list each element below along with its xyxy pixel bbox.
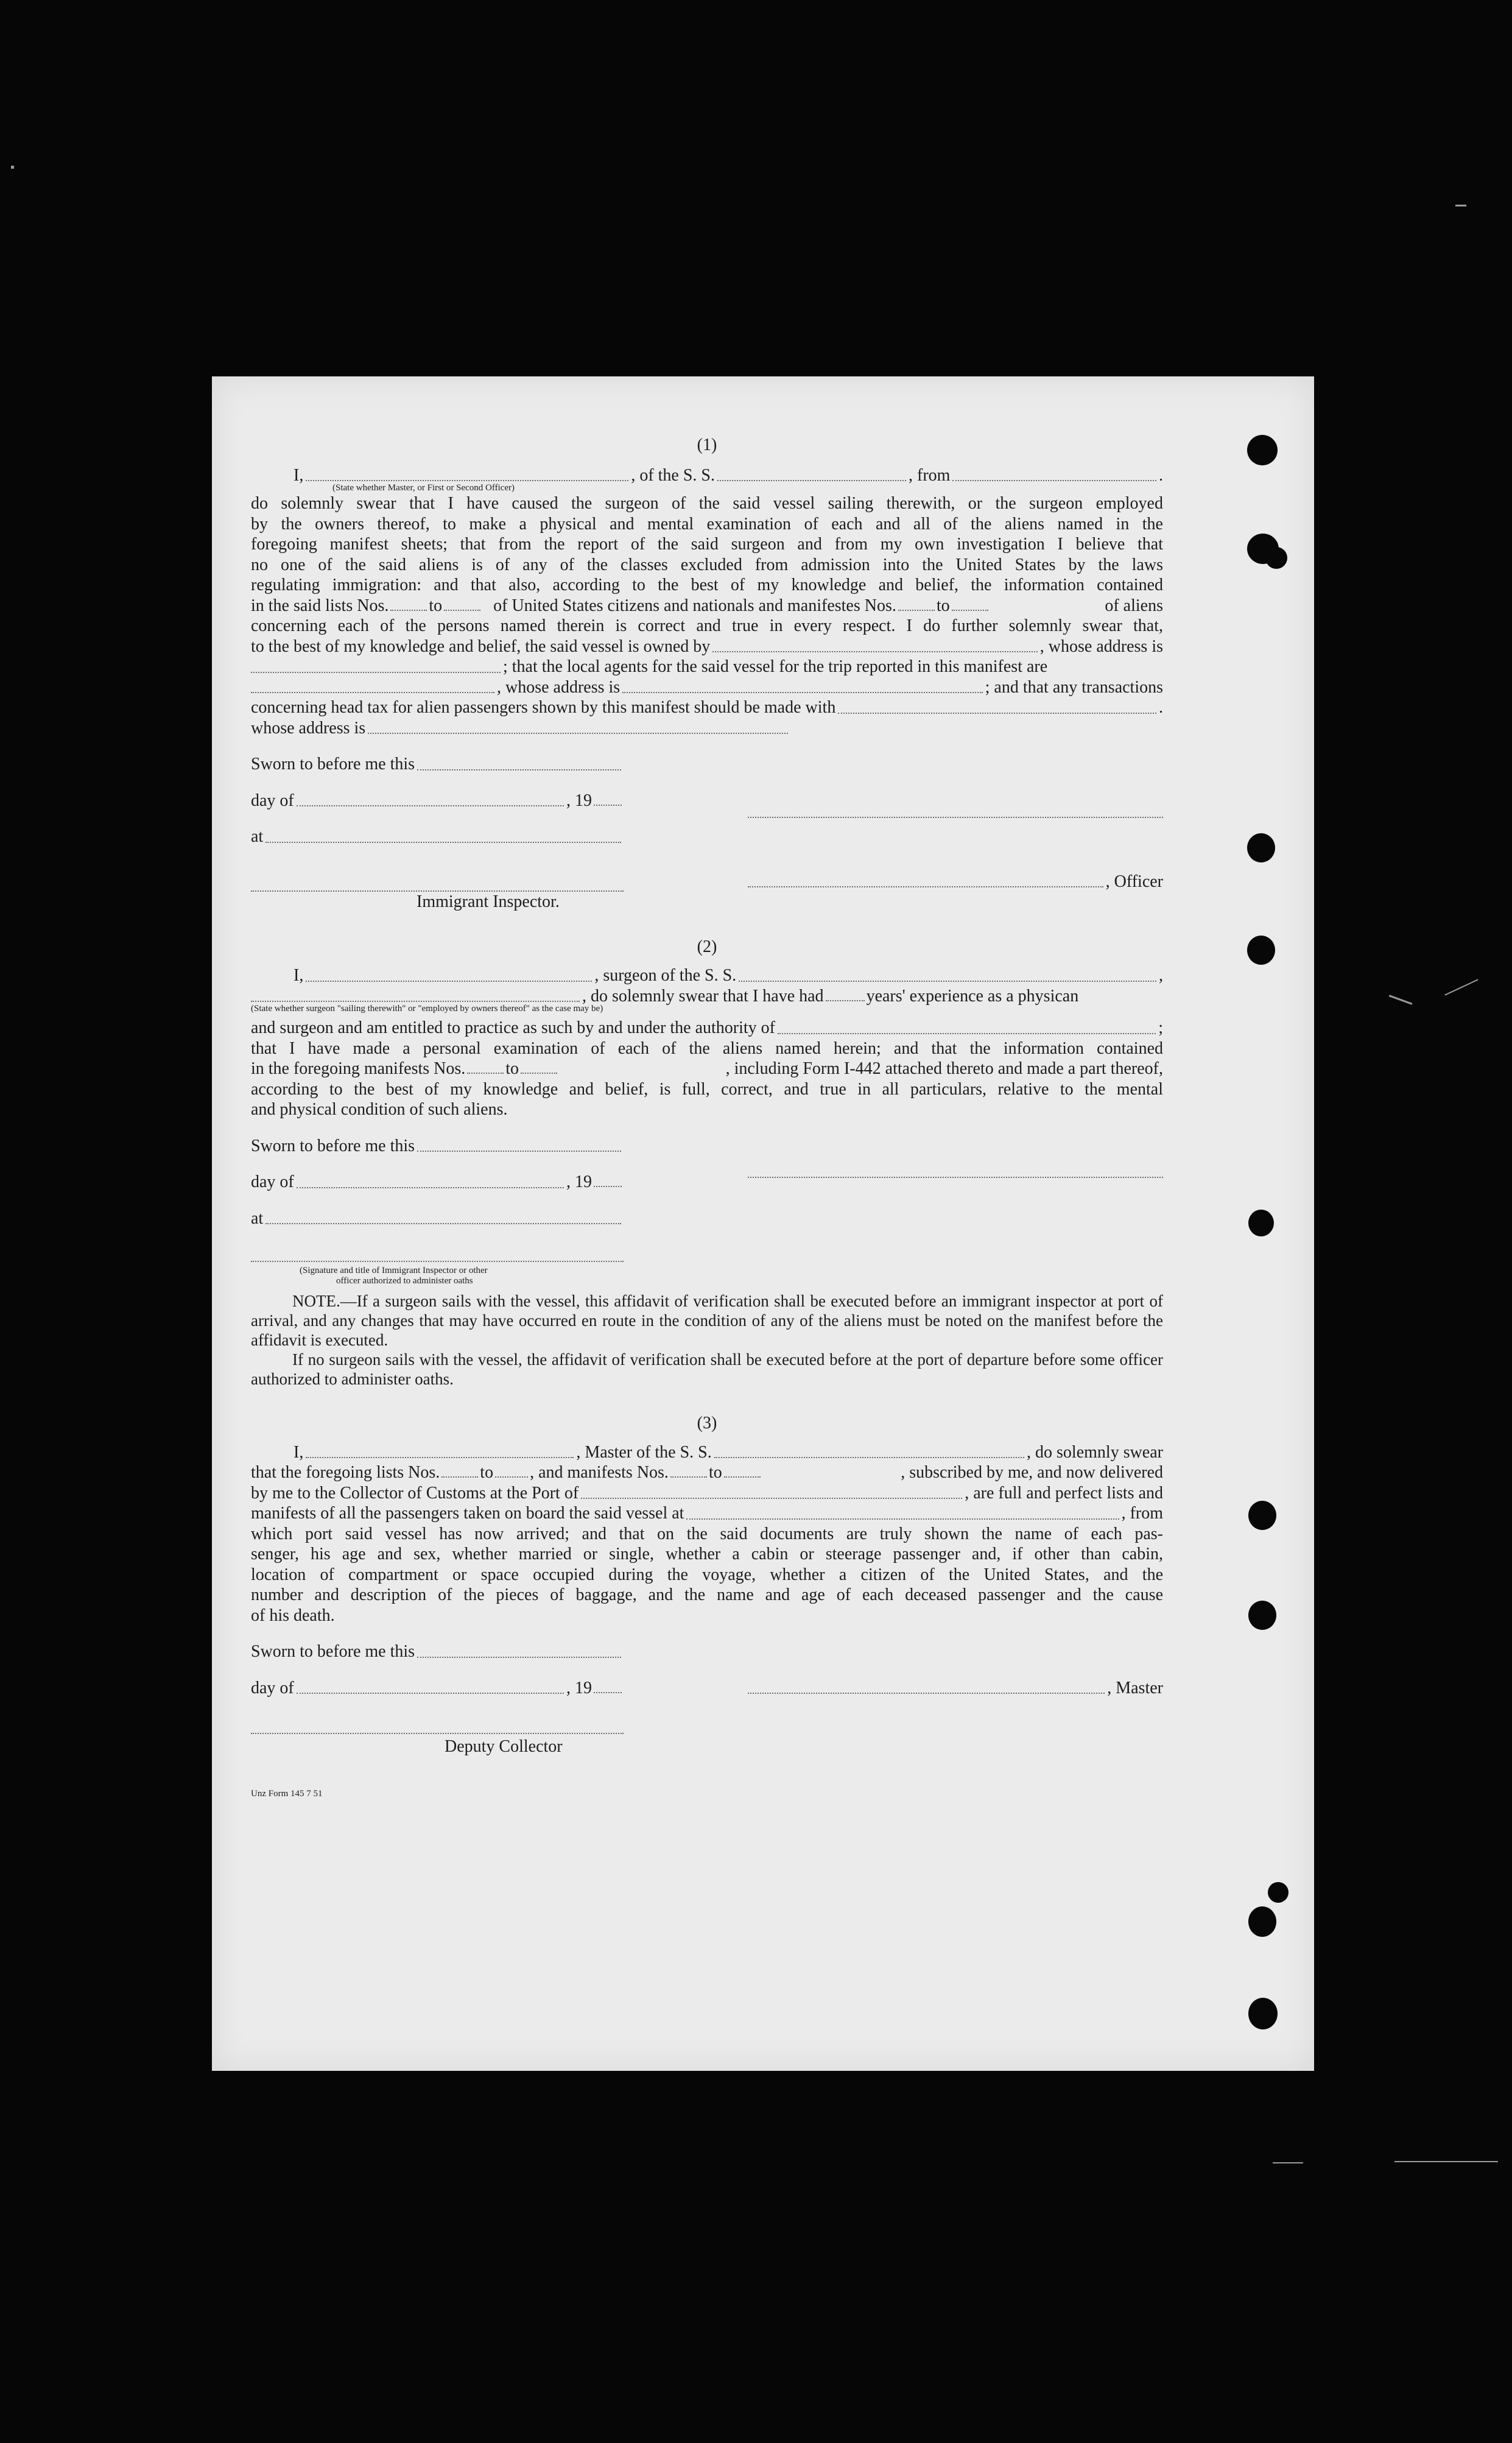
- oath-text-line: do solemnly swear that I have caused the surgeon of the said vessel sailing therewith, or the surgeon employed: [251, 494, 1163, 513]
- physician-label: years' experience as a physican: [866, 986, 1079, 1006]
- oath-text-line: number and description of the pieces of baggage, and the name and age of each deceased passenger and the cause: [251, 1585, 1163, 1604]
- lists-from-field[interactable]: [441, 1476, 478, 1478]
- manifest-affidavit-page: [212, 376, 1314, 2071]
- i-label: I,: [294, 465, 304, 485]
- punch-hole: [1248, 1998, 1278, 2029]
- surgeon-instruction: (State whether surgeon "sailing therewith" or "employed by owners thereof" as the case may be): [251, 1004, 603, 1014]
- head-tax-label: concerning head tax for alien passengers shown by this manifest should be made with: [251, 698, 836, 717]
- ship-name-field[interactable]: [717, 480, 906, 481]
- master-sign-label: , Master: [1107, 1678, 1163, 1697]
- master-signature-field[interactable]: [748, 1693, 1105, 1694]
- from-label: , from: [909, 465, 951, 485]
- sworn-label: Sworn to before me this: [251, 1642, 415, 1661]
- period: .: [1159, 698, 1163, 717]
- at-label: at: [251, 1208, 264, 1228]
- oath-text-line: regulating immigration: and that also, according to the best of my knowledge and belief, the information contained: [251, 576, 1163, 594]
- manifests-from-field[interactable]: [670, 1476, 707, 1478]
- punch-hole: [1248, 1906, 1276, 1937]
- lists-perfect-label: , are full and perfect lists and: [965, 1483, 1163, 1503]
- oath-text-line: which port said vessel has now arrived; and that on the said documents are truly shown the name of each pas-: [251, 1524, 1163, 1543]
- authority-field[interactable]: [778, 1033, 1156, 1034]
- sworn-label: Sworn to before me this: [251, 755, 415, 774]
- to-label: to: [708, 1463, 722, 1482]
- punch-hole: [1265, 547, 1287, 569]
- i-label: I,: [294, 966, 304, 985]
- agents-address-label: , whose address is: [497, 677, 621, 697]
- manifests-from-field[interactable]: [467, 1072, 504, 1074]
- note-surgeon-sails: NOTE.—If a surgeon sails with the vessel, this affidavit of verification shall be executed before an immigrant inspector at port of arrival, and any changes that may have occurred en route in the condition of any of the aliens must be noted on the manifest before the affidavit is executed.: [251, 1292, 1163, 1349]
- owner-label: to the best of my knowledge and belief, the said vessel is owned by: [251, 636, 711, 656]
- punch-hole: [1247, 833, 1275, 862]
- form-content: [251, 435, 1163, 1799]
- agents-label: ; that the local agents for the said vessel for the trip reported in this manifest are: [503, 657, 1048, 676]
- month-field[interactable]: [297, 1187, 564, 1188]
- period: .: [1159, 465, 1163, 485]
- delivered-label: , subscribed by me, and now delivered: [901, 1463, 1163, 1482]
- place-field[interactable]: [265, 1223, 621, 1224]
- note-no-surgeon: If no surgeon sails with the vessel, the affidavit of verification shall be executed before at the port of departure before some officer authorized to administer oaths.: [251, 1350, 1163, 1388]
- year-label: , 19: [566, 1678, 592, 1697]
- head-tax-address-field[interactable]: [368, 733, 788, 734]
- punch-hole: [1248, 1210, 1274, 1236]
- lists-label: that the foregoing lists Nos.: [251, 1463, 440, 1482]
- section-surgeon-oath: [251, 937, 1163, 1389]
- surgeon-label: , surgeon of the S. S.: [594, 966, 737, 985]
- section-heading: (2): [697, 937, 717, 956]
- manifests-to-field[interactable]: [952, 609, 988, 611]
- day-of-label: day of: [251, 1172, 294, 1191]
- lists-label: in the said lists Nos.: [251, 596, 389, 615]
- manifests-label: , and manifests Nos.: [530, 1463, 669, 1482]
- manifests-from-field[interactable]: [898, 609, 935, 611]
- master-name-field[interactable]: [306, 1457, 574, 1458]
- sworn-day-field[interactable]: [417, 1151, 621, 1152]
- head-tax-field[interactable]: [838, 713, 1156, 714]
- section-heading: (3): [697, 1414, 717, 1433]
- oath-text-line: by the owners thereof, to make a physical and mental examination of each and all of the aliens named in the: [251, 514, 1163, 534]
- month-field[interactable]: [297, 1693, 564, 1694]
- oath-text-line: senger, his age and sex, whether married or single, whether a cabin or steerage passenger and, if other than cabin,: [251, 1545, 1163, 1563]
- at-label: at: [251, 827, 264, 846]
- owner-field[interactable]: [712, 651, 1038, 652]
- section-master-lists-oath: [251, 1413, 1163, 1757]
- sworn-label: Sworn to before me this: [251, 1136, 415, 1155]
- officer-name-field[interactable]: [306, 480, 628, 481]
- experience-label: , do solemnly swear that I have had: [582, 986, 824, 1006]
- oath-text-line: and physical condition of such aliens.: [251, 1100, 508, 1119]
- inspector-signature-field[interactable]: [251, 1260, 624, 1262]
- oath-text-line: location of compartment or space occupied during the voyage, whether a citizen of the United States, and the: [251, 1565, 1163, 1584]
- semicolon: ;: [1158, 1018, 1163, 1037]
- comma: ,: [1159, 966, 1163, 985]
- agents-field[interactable]: [251, 692, 494, 693]
- oath-text-line: that I have made a personal examination of each of the aliens named herein; and that the information contained: [251, 1038, 1163, 1058]
- year-label: , 19: [566, 791, 592, 810]
- lists-from-field[interactable]: [390, 609, 427, 611]
- punch-hole: [1268, 1882, 1289, 1903]
- sworn-day-field[interactable]: [417, 769, 621, 770]
- surgeon-name-field[interactable]: [306, 981, 592, 982]
- embarkation-port-field[interactable]: [686, 1518, 1119, 1520]
- port-label: by me to the Collector of Customs at the Port of: [251, 1483, 579, 1503]
- address-label: whose address is: [251, 718, 366, 738]
- port-field[interactable]: [581, 1498, 962, 1499]
- authority-label: and surgeon and am entitled to practice as such by and under the authority of: [251, 1018, 775, 1037]
- form-i442-label: , including Form I-442 attached thereto and made a part thereof,: [725, 1059, 1163, 1078]
- from-label: , from: [1121, 1504, 1163, 1523]
- year-field[interactable]: [594, 1691, 622, 1693]
- departure-port-field[interactable]: [952, 480, 1156, 481]
- punch-hole: [1247, 936, 1275, 965]
- owner-address-field[interactable]: [251, 672, 501, 673]
- sworn-day-field[interactable]: [417, 1657, 621, 1658]
- year-field[interactable]: [594, 1185, 622, 1187]
- deputy-collector-label: Deputy Collector: [445, 1737, 563, 1756]
- oath-text-line: according to the best of my knowledge and belief, is full, correct, and true in all particulars, relative to the mental: [251, 1079, 1163, 1099]
- manifests-to-field[interactable]: [724, 1476, 761, 1478]
- swear-label: , do solemnly swear: [1027, 1442, 1163, 1462]
- to-label: to: [936, 596, 950, 615]
- years-field[interactable]: [826, 999, 865, 1001]
- to-label: to: [505, 1059, 519, 1078]
- transactions-label: ; and that any transactions: [985, 677, 1163, 697]
- section-master-oath: [251, 435, 1163, 912]
- ship-name-field[interactable]: [714, 1457, 1024, 1458]
- punch-hole: [1248, 1501, 1276, 1530]
- oath-text-line: foregoing manifest sheets; that from the report of the said surgeon and from my own investigation I believe that: [251, 535, 1163, 554]
- i-label: I,: [294, 1442, 304, 1462]
- year-field[interactable]: [594, 804, 622, 806]
- day-of-label: day of: [251, 1678, 294, 1697]
- surgeon-status-field[interactable]: [251, 1001, 580, 1002]
- officer-signature-field[interactable]: [748, 886, 1103, 887]
- punch-hole: [1248, 1601, 1276, 1630]
- to-label: to: [480, 1463, 494, 1482]
- to-label: to: [429, 596, 443, 615]
- manifests-to-field[interactable]: [521, 1072, 557, 1074]
- manifests-label: of United States citizens and nationals and manifestes Nos.: [493, 596, 896, 615]
- ship-name-field[interactable]: [739, 981, 1156, 982]
- oath-text-line: of his death.: [251, 1606, 335, 1625]
- immigrant-inspector-label: Immigrant Inspector.: [417, 892, 560, 911]
- punch-hole: [1247, 435, 1278, 465]
- agents-address-field[interactable]: [622, 692, 982, 693]
- signature-caption: officer authorized to administer oaths: [336, 1276, 473, 1286]
- month-field[interactable]: [297, 805, 564, 806]
- aliens-label: of aliens: [1105, 596, 1163, 615]
- day-of-label: day of: [251, 791, 294, 810]
- signature-caption: (Signature and title of Immigrant Inspector or other: [300, 1266, 488, 1275]
- officer-instruction: (State whether Master, or First or Second Officer): [332, 483, 515, 493]
- master-label: , Master of the S. S.: [576, 1442, 712, 1462]
- taken-on-board-label: manifests of all the passengers taken on board the said vessel at: [251, 1504, 684, 1523]
- ss-label: , of the S. S.: [631, 465, 716, 485]
- manifests-label: in the foregoing manifests Nos.: [251, 1059, 466, 1078]
- place-field[interactable]: [265, 842, 621, 843]
- lists-to-field[interactable]: [444, 609, 480, 611]
- surgeon-signature-field[interactable]: [748, 1176, 1163, 1178]
- form-number: Unz Form 145 7 51: [251, 1788, 323, 1799]
- oath-text-line: concerning each of the persons named therein is correct and true in every respect. I do further solemnly swear that,: [251, 616, 1163, 635]
- lists-to-field[interactable]: [495, 1476, 528, 1478]
- year-label: , 19: [566, 1172, 592, 1191]
- section-heading: (1): [697, 435, 717, 454]
- officer-label: , Officer: [1105, 872, 1163, 891]
- deputy-collector-signature-field[interactable]: [251, 1732, 624, 1734]
- owner-address-label: , whose address is: [1039, 636, 1163, 656]
- oath-text-line: no one of the said aliens is of any of the classes excluded from admission into the United States by the laws: [251, 555, 1163, 574]
- master-signature-field[interactable]: [748, 816, 1163, 818]
